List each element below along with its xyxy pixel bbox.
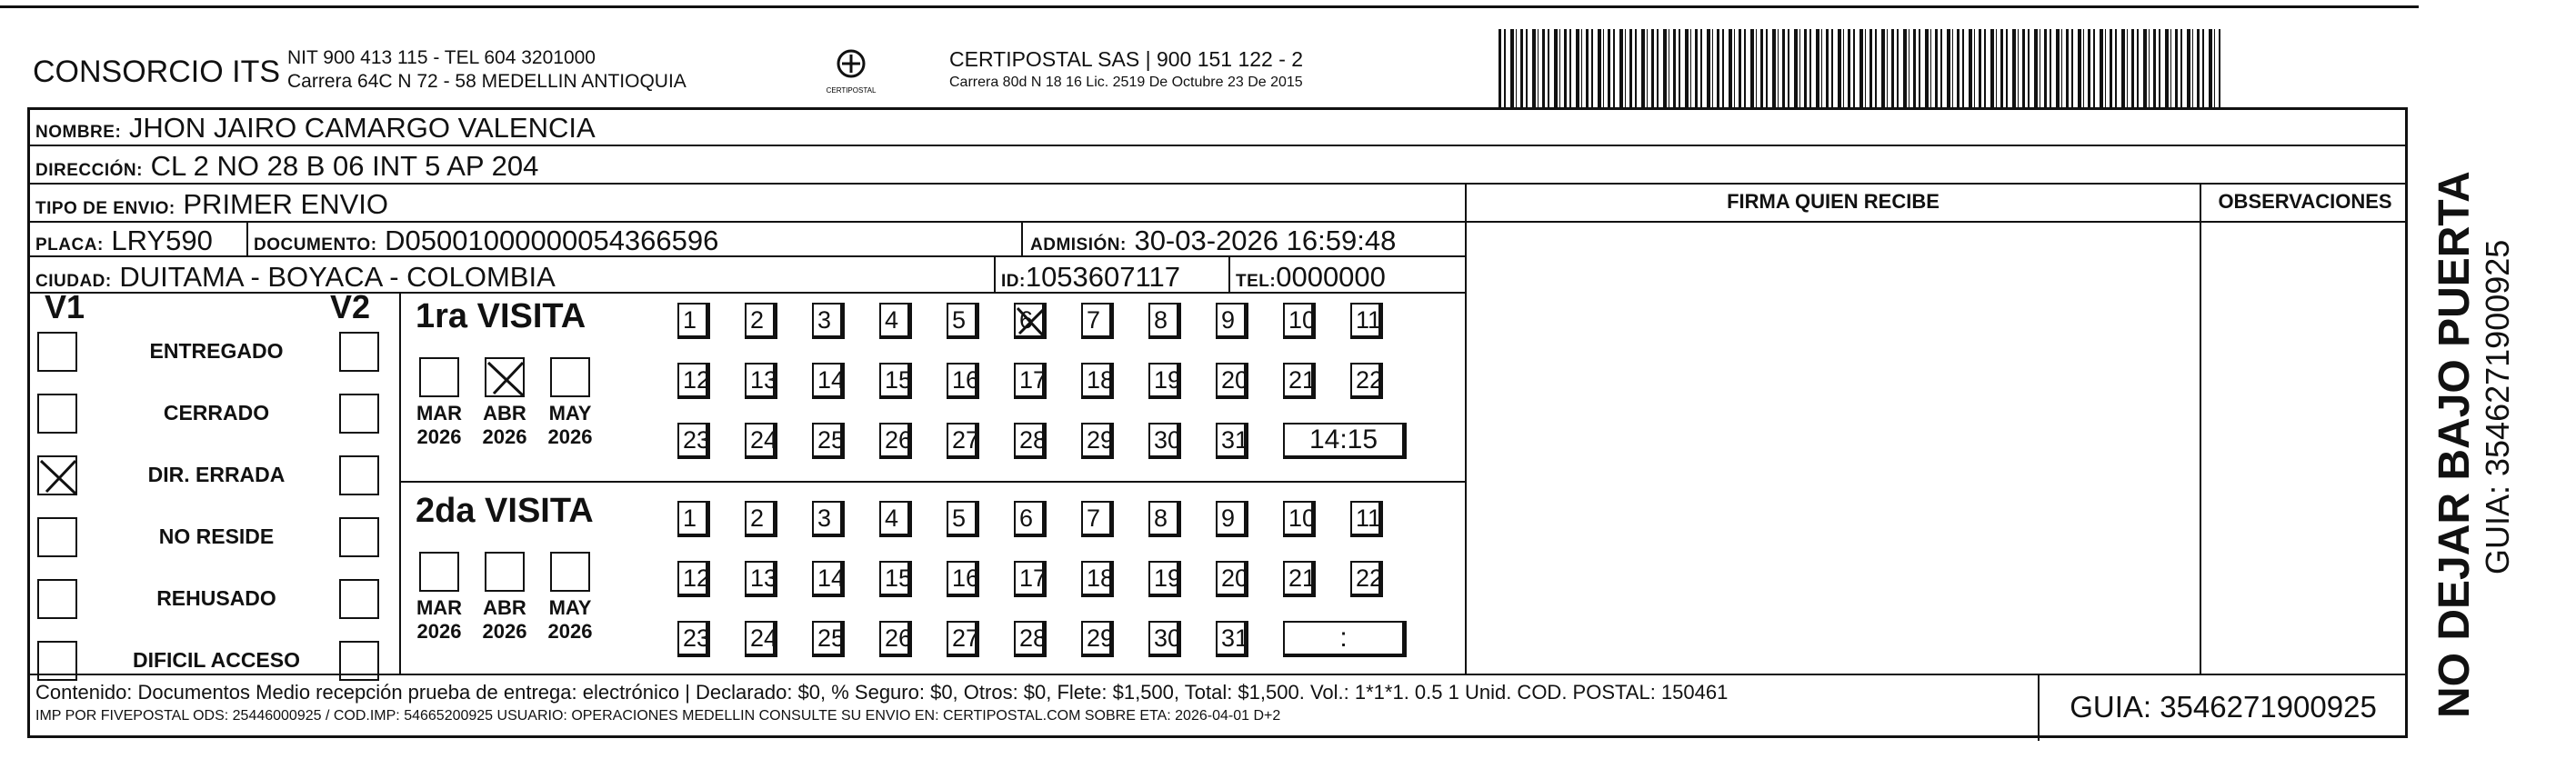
rule (246, 221, 248, 257)
day-box[interactable]: 14 (812, 363, 845, 399)
day-box[interactable]: 23 (677, 423, 710, 459)
direccion-value: CL 2 NO 28 B 06 INT 5 AP 204 (150, 150, 539, 182)
rule (1228, 255, 1230, 292)
rule (399, 292, 401, 674)
day-box[interactable]: 31 (1216, 621, 1248, 657)
observaciones-header: OBSERVACIONES (2218, 190, 2392, 213)
month-checkbox[interactable] (550, 357, 590, 397)
rule (30, 183, 2408, 185)
shipping-label-frame (27, 107, 2408, 738)
day-box[interactable]: 9 (1216, 501, 1248, 537)
day-box[interactable]: 16 (947, 363, 979, 399)
footer-content: Contenido: Documentos Medio recepción prueba de entrega: electrónico | Declarado: $0, % Seguro: $0, Otros: $0, Flete: $1,500, Total: $1,500. Vol.: 1*1*1. 0.5 1 Unid. COD. POSTAL: 150461 (35, 681, 1729, 704)
day-box[interactable]: 30 (1148, 423, 1181, 459)
rule (30, 674, 2408, 675)
day-box[interactable]: 28 (1014, 423, 1047, 459)
day-box[interactable]: 11 (1350, 501, 1383, 537)
day-box[interactable]: 22 (1350, 363, 1383, 399)
day-box[interactable]: 29 (1081, 423, 1114, 459)
ciudad-label: CIUDAD: (35, 272, 112, 291)
day-box[interactable]: 21 (1283, 363, 1316, 399)
v1-checkbox[interactable] (37, 579, 77, 619)
option-label: DIR. ERRADA (147, 463, 286, 486)
month-checkbox[interactable] (419, 357, 459, 397)
time-box[interactable]: 14:15 (1283, 423, 1407, 459)
v2-checkbox[interactable] (339, 579, 379, 619)
day-box[interactable]: 11 (1350, 303, 1383, 339)
time-box[interactable]: : (1283, 621, 1407, 657)
certipostal-info: CERTIPOSTAL SAS | 900 151 122 - 2 (949, 47, 1304, 71)
day-box[interactable]: 3 (812, 501, 845, 537)
day-box[interactable]: 7 (1081, 303, 1114, 339)
year-label: 2026 (416, 425, 462, 448)
no-dejar-bajo-puerta: NO DEJAR BAJO PUERTA (2431, 171, 2479, 718)
day-box[interactable]: 9 (1216, 303, 1248, 339)
v2-checkbox[interactable] (339, 455, 379, 495)
tel-value: 0000000 (1276, 261, 1386, 293)
option-label: ENTREGADO (149, 339, 284, 363)
admision-value: 30-03-2026 16:59:48 (1134, 225, 1397, 256)
logo-text: CERTIPOSTAL (826, 86, 877, 95)
direccion-label: DIRECCIÓN: (35, 161, 143, 180)
day-box[interactable]: 13 (745, 561, 777, 597)
day-box[interactable]: 23 (677, 621, 710, 657)
company-address: Carrera 64C N 72 - 58 MEDELLIN ANTIOQUIA (287, 71, 687, 92)
day-box[interactable]: 19 (1148, 561, 1181, 597)
year-label: 2026 (547, 620, 593, 643)
admision-label: ADMISIÓN: (1030, 235, 1127, 255)
day-box[interactable]: 10 (1283, 501, 1316, 537)
firma-header: FIRMA QUIEN RECIBE (1727, 190, 1940, 213)
day-box[interactable]: 24 (745, 423, 777, 459)
id-label: ID: (1001, 272, 1026, 291)
day-box[interactable]: 25 (812, 423, 845, 459)
v2-header: V2 (330, 288, 371, 325)
footer-tracking: IMP POR FIVEPOSTAL ODS: 25446000925 / COD.IMP: 54665200925 USUARIO: OPERACIONES MEDELLIN CONSULTE SU ENVIO EN: CERTIPOSTAL.COM SOBRE ETA: 2026-04-01 D+2 (35, 708, 1281, 724)
rule (994, 255, 996, 292)
option-label: CERRADO (163, 401, 270, 424)
rule (30, 221, 2408, 223)
placa-value: LRY590 (111, 225, 213, 256)
day-box[interactable]: 5 (947, 303, 979, 339)
day-box[interactable]: 15 (879, 561, 912, 597)
month-checkbox[interactable] (419, 552, 459, 592)
day-box[interactable]: 8 (1148, 303, 1181, 339)
day-box[interactable]: 2 (745, 303, 777, 339)
top-rule (0, 5, 2419, 8)
day-box[interactable]: 29 (1081, 621, 1114, 657)
day-box[interactable]: 28 (1014, 621, 1047, 657)
first-visit-title: 1ra VISITA (416, 297, 586, 335)
day-box[interactable]: 20 (1216, 363, 1248, 399)
month-checkbox[interactable] (485, 552, 525, 592)
month-label: MAY (548, 402, 592, 424)
v2-checkbox[interactable] (339, 332, 379, 372)
day-box[interactable]: 12 (677, 561, 710, 597)
day-box[interactable]: 10 (1283, 303, 1316, 339)
day-box[interactable]: 16 (947, 561, 979, 597)
v1-checkbox[interactable] (37, 394, 77, 434)
rule (1465, 183, 1467, 674)
barcode (1498, 29, 2220, 109)
day-box[interactable]: 4 (879, 501, 912, 537)
company-nit: NIT 900 413 115 - TEL 604 3201000 (287, 47, 596, 68)
day-box[interactable]: 21 (1283, 561, 1316, 597)
v1-checkbox[interactable] (37, 332, 77, 372)
day-box[interactable]: 4 (879, 303, 912, 339)
day-box[interactable]: 27 (947, 621, 979, 657)
documento-value: D05001000000054366596 (385, 225, 719, 256)
second-visit-title: 2da VISITA (416, 492, 594, 530)
ciudad-value: DUITAMA - BOYACA - COLOMBIA (119, 261, 556, 293)
day-box[interactable]: 14 (812, 561, 845, 597)
v1-checkbox[interactable] (37, 517, 77, 557)
day-box[interactable]: 19 (1148, 363, 1181, 399)
v1-checkbox[interactable] (37, 455, 77, 495)
day-box[interactable]: 1 (677, 303, 710, 339)
documento-label: DOCUMENTO: (254, 235, 377, 255)
day-box[interactable]: 22 (1350, 561, 1383, 597)
day-box[interactable]: 17 (1014, 363, 1047, 399)
v2-checkbox[interactable] (339, 517, 379, 557)
option-label: REHUSADO (156, 586, 276, 610)
day-box[interactable]: 15 (879, 363, 912, 399)
year-label: 2026 (416, 620, 462, 643)
day-box[interactable]: 3 (812, 303, 845, 339)
day-box[interactable]: 25 (812, 621, 845, 657)
day-box[interactable]: 8 (1148, 501, 1181, 537)
day-box[interactable]: 1 (677, 501, 710, 537)
rule (401, 481, 1467, 483)
tipo-envio-value: PRIMER ENVIO (183, 188, 389, 220)
day-box[interactable]: 27 (947, 423, 979, 459)
day-box[interactable]: 17 (1014, 561, 1047, 597)
rule (2200, 183, 2201, 674)
v2-checkbox[interactable] (339, 394, 379, 434)
day-box[interactable]: 6 (1014, 303, 1047, 339)
month-label: MAY (548, 596, 592, 619)
day-box[interactable]: 30 (1148, 621, 1181, 657)
rule (1021, 221, 1023, 257)
rule (30, 145, 2408, 146)
day-box[interactable]: 24 (745, 621, 777, 657)
day-box[interactable]: 18 (1081, 561, 1114, 597)
nombre-label: NOMBRE: (35, 123, 122, 142)
month-label: MAR (416, 402, 463, 424)
option-label: NO RESIDE (158, 524, 275, 548)
nombre-value: JHON JAIRO CAMARGO VALENCIA (128, 112, 596, 144)
option-label: DIFICIL ACCESO (132, 648, 300, 672)
day-box[interactable]: 6 (1014, 501, 1047, 537)
tipo-envio-label: TIPO DE ENVIO: (35, 199, 175, 218)
certipostal-logo (824, 45, 878, 102)
day-box[interactable]: 20 (1216, 561, 1248, 597)
year-label: 2026 (547, 425, 593, 448)
year-label: 2026 (482, 620, 527, 643)
month-checkbox[interactable] (550, 552, 590, 592)
v1-checkbox[interactable] (37, 641, 77, 681)
side-guia-number: GUIA: 3546271900925 (2479, 239, 2516, 574)
month-label: ABR (483, 596, 526, 619)
day-box[interactable]: 7 (1081, 501, 1114, 537)
certipostal-address: Carrera 80d N 18 16 Lic. 2519 De Octubre 23 De 2015 (949, 75, 1303, 90)
month-label: MAR (416, 596, 463, 619)
day-box[interactable]: 2 (745, 501, 777, 537)
day-box[interactable]: 12 (677, 363, 710, 399)
day-box[interactable]: 5 (947, 501, 979, 537)
v2-checkbox[interactable] (339, 641, 379, 681)
tel-label: TEL: (1236, 272, 1277, 291)
day-box[interactable]: 13 (745, 363, 777, 399)
day-box[interactable]: 18 (1081, 363, 1114, 399)
day-box[interactable]: 26 (879, 423, 912, 459)
v1-header: V1 (45, 288, 85, 325)
placa-label: PLACA: (35, 235, 104, 255)
month-checkbox[interactable] (485, 357, 525, 397)
day-box[interactable]: 26 (879, 621, 912, 657)
id-value: 1053607117 (1025, 261, 1180, 293)
day-box[interactable]: 31 (1216, 423, 1248, 459)
year-label: 2026 (482, 425, 527, 448)
month-label: ABR (483, 402, 526, 424)
guia-number: GUIA: 3546271900925 (2070, 690, 2377, 724)
company-name: CONSORCIO ITS (33, 55, 281, 89)
